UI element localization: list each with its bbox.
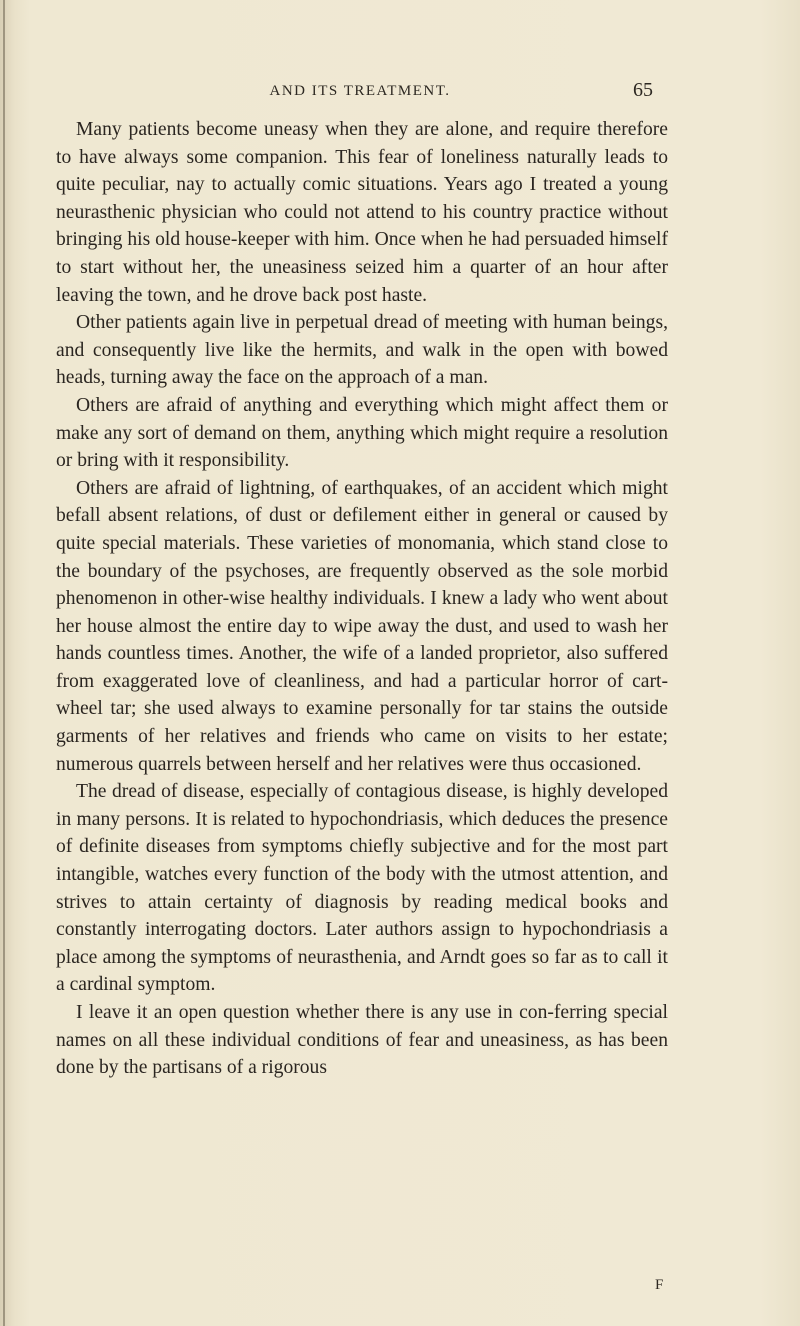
running-head: AND ITS TREATMENT. [269,83,451,99]
paragraph: The dread of disease, especially of contagious disease, is highly developed in many persons. It is related to hypochondriasis, which deduces the presence of definite diseases from symptoms chiefly subjective and for the most part intangible, watches every function of the body with the utmost attention, and strives to attain certainty of diagnosis by reading medical books and constantly interrogating doctors. Later authors assign to hypochondriasis a place among the symptoms of neurasthenia, and Arndt goes so far as to call it a cardinal symptom. [56,781,668,996]
signature-mark: F [655,1277,664,1293]
page-header [0,79,800,113]
paragraph: Others are afraid of anything and everything which might affect them or make any sort of demand on them, anything which might require a resolution or bring with it responsibility. [56,394,668,472]
page-number: 65 [633,79,653,101]
paragraph: Others are afraid of lightning, of earthquakes, of an accident which might befall absent relations, of dust or defilement either in general or caused by quite special materials. These varieties of monomania, which stand close to the boundary of the psychoses, are frequently observed as the sole morbid phenomenon in other-wise healthy individuals. I knew a lady who went about her house almost the entire day to wipe away the dust, and used to wash her hands countless times. Another, the wife of a landed proprietor, also suffered from exaggerated love of cleanliness, and had a particular horror of cart-wheel tar; she used always to examine personally for tar stains the outside garments of her relatives and friends who came on visits to her estate; numerous quarrels between herself and her relatives were thus occasioned. [56,477,668,775]
body-text [56,116,668,1082]
paragraph: Other patients again live in perpetual dread of meeting with human beings, and consequently live like the hermits, and walk in the open with bowed heads, turning away the face on the approach of a man. [56,312,668,389]
page-gutter-edge [3,0,5,1326]
paragraph: Many patients become uneasy when they are alone, and require therefore to have always some companion. This fear of loneliness naturally leads to quite peculiar, nay to actually comic situations. Years ago I treated a young neurasthenic physician who could not attend to his country practice without bringing his old house-keeper with him. Once when he had persuaded himself to start without her, the uneasiness seized him a quarter of an hour after leaving the town, and he drove back post haste. [56,119,668,306]
paragraph: I leave it an open question whether there is any use in con-ferring special names on all these individual conditions of fear and uneasiness, as has been done by the partisans of a rigorous [56,1002,668,1079]
